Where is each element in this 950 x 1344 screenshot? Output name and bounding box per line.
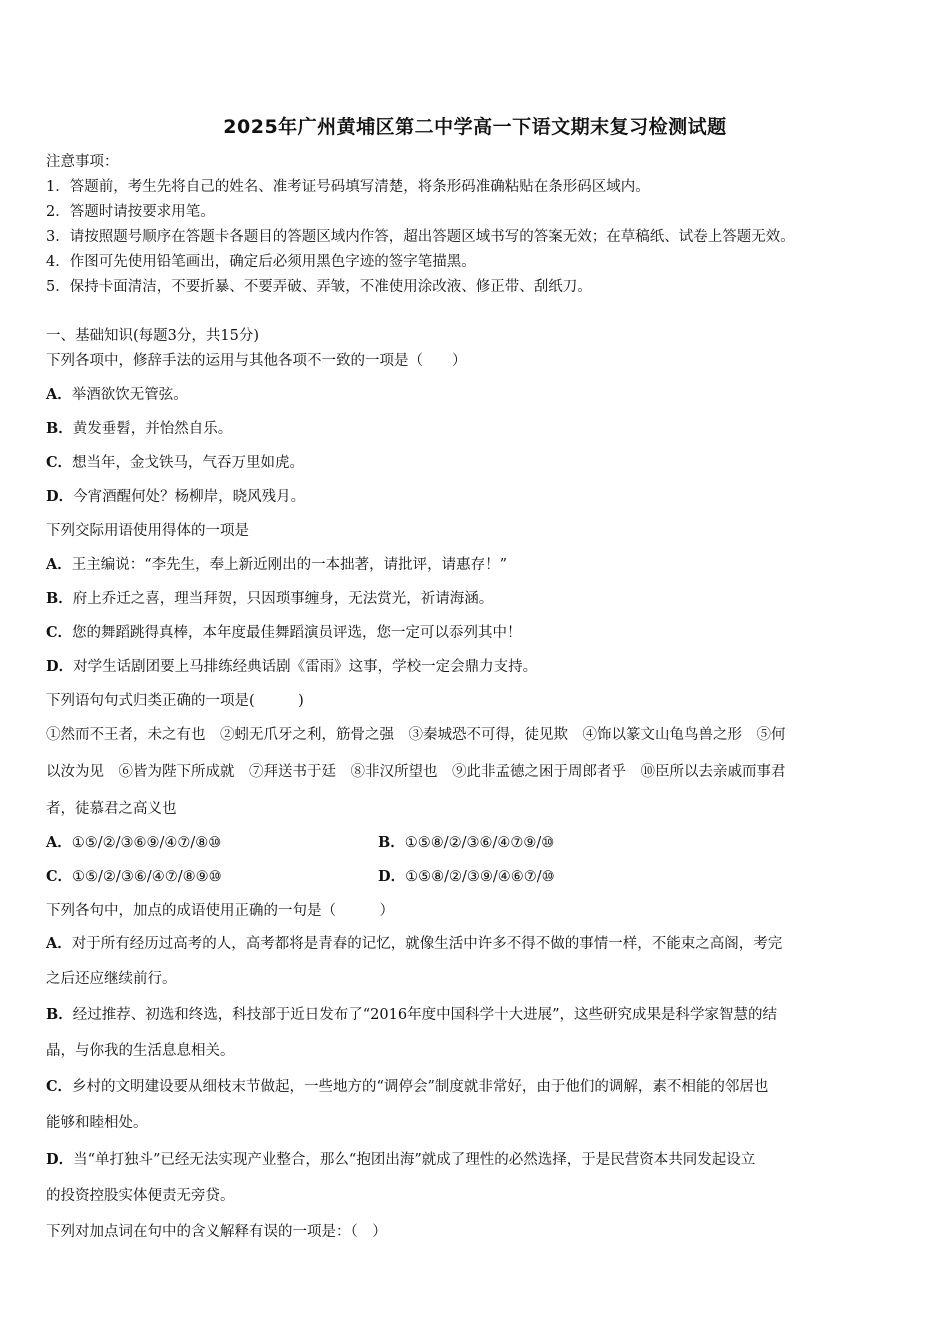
option-letter: C． (46, 624, 73, 641)
option-text: 您的舞蹈跳得真棒，本年度最佳舞蹈演员评选，您一定可以忝列其中！ (72, 625, 522, 641)
question-stem-3: 下列语句句式归类正确的一项是( ) (46, 693, 304, 709)
option-row (46, 657, 537, 677)
question-body-line: ①然而不王者，未之有也 ②蚓无爪牙之利，筋骨之强 ③秦城恐不可得，徒见欺 ④饰以篆文山龟鸟兽之形 ⑤何 (46, 727, 786, 743)
option-row (378, 867, 555, 887)
notice-item: 4．作图可先使用铅笔画出，确定后必须用黑色字迹的签字笔描黑。 (46, 254, 476, 270)
option-text: 今宵酒醒何处？杨柳岸，晓风残月。 (73, 489, 306, 505)
option-text: ①⑤⑧/②/③⑨/④⑥⑦/⑩ (405, 869, 555, 885)
option-text: 府上乔迁之喜，理当拜贺，只因琐事缠身，无法赏光，祈请海涵。 (72, 591, 494, 607)
option-row (46, 453, 304, 473)
notice-item: 2．答题时请按要求用笔。 (46, 204, 215, 220)
option-text: 乡村的文明建设要从细枝末节做起，一些地方的“调停会”制度就非常好，由于他们的调解，素不相能的邻居也 (72, 1079, 769, 1095)
option-text: 对学生话剧团要上马排练经典话剧《雷雨》这事，学校一定会鼎力支持。 (73, 659, 538, 675)
notice-heading: 注意事项： (46, 154, 119, 170)
notice-item: 3．请按照题号顺序在答题卡各题目的答题区域内作答，超出答题区域书写的答案无效；在草稿纸、试卷上答题无效。 (46, 229, 795, 245)
option-row (46, 589, 493, 609)
option-row (46, 1005, 777, 1025)
option-letter: B． (46, 420, 73, 437)
exam-title: 2025年广州黄埔区第二中学高一下语文期末复习检测试题 (223, 116, 727, 138)
option-text: 经过推荐、初选和终选，科技部于近日发布了“2016年度中国科学十大进展”，这些研究成果是科学家智慧的结 (72, 1007, 777, 1023)
option-text: ①⑤/②/③⑥/④⑦/⑧⑨⑩ (72, 869, 222, 885)
option-row (46, 867, 222, 887)
notice-item: 1．答题前，考生先将自己的姓名、准考证号码填写清楚，将条形码准确粘贴在条形码区域内。 (46, 179, 650, 195)
option-text: 王主编说：“李先生，奉上新近刚出的一本拙著，请批评，请惠存！” (71, 557, 508, 573)
option-letter: A． (46, 834, 72, 851)
option-letter: A． (46, 386, 72, 403)
question-body-line: 者，徒慕君之高义也 (46, 801, 177, 817)
option-letter: C． (46, 454, 73, 471)
option-letter: B． (378, 834, 405, 851)
option-row (46, 1077, 768, 1097)
option-row (46, 833, 221, 853)
question-stem-4: 下列各句中，加点的成语使用正确的一句是（ ） (46, 903, 394, 919)
option-letter: A． (46, 556, 72, 573)
question-body-line: 以汝为见 ⑥皆为陛下所成就 ⑦拜送书于廷 ⑧非汉所望也 ⑨此非孟德之困于周郎者乎 ⑩臣所以去亲戚而事君 (46, 764, 786, 780)
option-text: 当“单打独斗”已经无法实现产业整合，那么“抱团出海”就成了理性的必然选择，于是民营资本共同发起设立 (73, 1152, 756, 1168)
option-row (46, 934, 782, 954)
option-text: 想当年，金戈铁马，气吞万里如虎。 (72, 455, 305, 471)
option-continuation: 之后还应继续前行。 (46, 971, 177, 987)
option-row (46, 555, 507, 575)
option-continuation: 晶，与你我的生活息息相关。 (46, 1043, 235, 1059)
option-letter: A． (46, 935, 72, 952)
option-letter: B． (46, 590, 73, 607)
option-text: ①⑤⑧/②/③⑥/④⑦⑨/⑩ (404, 835, 555, 851)
option-row (46, 385, 188, 405)
option-text: 举酒欲饮无管弦。 (71, 387, 188, 403)
section-heading: 一、基础知识(每题3分，共15分) (46, 328, 259, 344)
option-letter: C． (46, 1078, 73, 1095)
option-row (378, 833, 554, 853)
option-row (46, 1150, 755, 1170)
option-continuation: 能够和睦相处。 (46, 1115, 148, 1131)
option-letter: D． (46, 488, 74, 505)
option-letter: D． (378, 868, 406, 885)
question-stem-5: 下列对加点词在句中的含义解释有误的一项是：（ ） (46, 1224, 387, 1240)
option-letter: D． (46, 1151, 74, 1168)
question-stem-1: 下列各项中，修辞手法的运用与其他各项不一致的一项是（ ） (46, 353, 467, 369)
option-text: 黄发垂髫，并怡然自乐。 (72, 421, 233, 437)
option-letter: C． (46, 868, 73, 885)
option-text: ①⑤/②/③⑥⑨/④⑦/⑧⑩ (71, 835, 222, 851)
question-stem-2: 下列交际用语使用得体的一项是 (46, 523, 249, 539)
notice-item: 5．保持卡面清洁，不要折暴、不要弄破、弄皱，不准使用涂改液、修正带、刮纸刀。 (46, 279, 592, 295)
option-letter: D． (46, 658, 74, 675)
option-letter: B． (46, 1006, 73, 1023)
option-row (46, 487, 305, 507)
option-text: 对于所有经历过高考的人，高考都将是青春的记忆，就像生活中许多不得不做的事情一样，不能束之高阁，考完 (71, 936, 783, 952)
option-continuation: 的投资控股实体便责无旁贷。 (46, 1188, 235, 1204)
option-row (46, 419, 232, 439)
option-row (46, 623, 522, 643)
